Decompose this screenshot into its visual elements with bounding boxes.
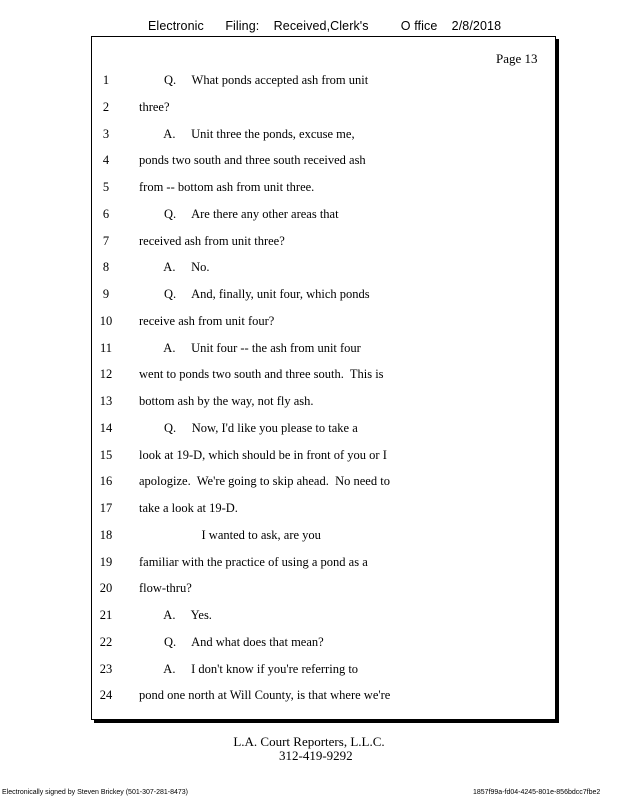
line-number: 22: [99, 634, 113, 649]
transcript-line: [0, 287, 618, 305]
line-text: three?: [139, 99, 170, 114]
transcript-line: [0, 635, 618, 653]
court-reporter-name: L.A. Court Reporters, L.L.C.: [233, 734, 385, 749]
transcript-line: [0, 662, 618, 680]
line-text: ponds two south and three south received ash: [139, 153, 366, 168]
line-text: Q. And, finally, unit four, which ponds: [139, 287, 370, 301]
line-text: A. I don't know if you're referring to: [139, 661, 359, 676]
transcript-line: [0, 207, 618, 225]
transcript-line: [0, 555, 618, 573]
line-number: 8: [102, 260, 110, 275]
line-number: 9: [102, 287, 110, 301]
line-number: 12: [99, 367, 113, 382]
line-text: look at 19-D, which should be in front of you or I: [139, 447, 387, 462]
line-number: 1: [102, 73, 110, 87]
line-number: 5: [102, 180, 110, 194]
page-number: Page 13: [496, 51, 538, 66]
transcript-line: [0, 260, 618, 278]
line-number: 7: [102, 233, 110, 248]
line-number: 14: [99, 420, 113, 435]
transcript-line: [0, 394, 618, 412]
line-number: 10: [99, 313, 113, 328]
line-text: A. Yes.: [139, 608, 212, 622]
line-text: Q. What ponds accepted ash from unit: [139, 73, 369, 87]
line-number: 23: [99, 661, 113, 676]
line-number: 18: [99, 527, 113, 542]
transcript-line: [0, 367, 618, 385]
transcript-line: [0, 474, 618, 492]
electronic-signature: Electronically signed by Steven Brickey (501-307-281-8473): [2, 789, 188, 796]
transcript-line: [0, 153, 618, 171]
line-text: take a look at 19-D.: [139, 501, 238, 515]
line-text: Q. Are there any other areas that: [139, 206, 339, 221]
line-text: Q. And what does that mean?: [139, 634, 324, 649]
filing-stamp: Electronic Filing: Received,Clerk's O ffice 2/8/2018: [148, 19, 502, 33]
transcript-line: [0, 100, 618, 118]
transcript-line: [0, 180, 618, 198]
line-number: 24: [99, 688, 113, 703]
transcript-line: [0, 448, 618, 466]
line-number: 16: [99, 474, 113, 489]
line-number: 3: [102, 126, 110, 141]
line-text: pond one north at Will County, is that where we're: [139, 688, 391, 703]
line-text: received ash from unit three?: [139, 233, 285, 248]
transcript-line: [0, 688, 618, 706]
line-number: 11: [99, 340, 113, 355]
transcript-line: [0, 608, 618, 626]
line-number: 20: [99, 581, 113, 596]
line-number: 15: [99, 447, 113, 462]
line-text: Q. Now, I'd like you please to take a: [139, 420, 358, 435]
transcript-line: [0, 581, 618, 599]
line-text: A. No.: [139, 260, 210, 275]
line-number: 2: [102, 99, 110, 114]
line-text: A. Unit four -- the ash from unit four: [139, 340, 361, 355]
line-text: A. Unit three the ponds, excuse me,: [139, 126, 355, 141]
line-text: bottom ash by the way, not fly ash.: [139, 394, 314, 408]
court-reporter-phone: 312-419-9292: [279, 748, 353, 763]
line-number: 6: [102, 206, 110, 221]
line-text: familiar with the practice of using a pond as a: [139, 554, 368, 569]
document-hash: 1857f99a-fd04-4245-801e-856bdcc7fbe2: [473, 789, 601, 796]
transcript-line: [0, 421, 618, 439]
line-text: went to ponds two south and three south. This is: [139, 367, 384, 382]
transcript-line: [0, 341, 618, 359]
line-number: 21: [99, 608, 113, 622]
line-text: flow-thru?: [139, 581, 192, 596]
transcript-line: [0, 127, 618, 145]
line-text: I wanted to ask, are you: [139, 527, 321, 542]
line-number: 13: [99, 394, 113, 408]
transcript-line: [0, 234, 618, 252]
line-text: receive ash from unit four?: [139, 313, 275, 328]
line-number: 4: [102, 153, 110, 168]
transcript-line: [0, 314, 618, 332]
line-text: from -- bottom ash from unit three.: [139, 180, 315, 194]
transcript-line: [0, 73, 618, 91]
transcript-line: [0, 501, 618, 519]
line-number: 17: [99, 501, 113, 515]
line-text: apologize. We're going to skip ahead. No need to: [139, 474, 390, 489]
line-number: 19: [99, 554, 113, 569]
transcript-line: [0, 528, 618, 546]
